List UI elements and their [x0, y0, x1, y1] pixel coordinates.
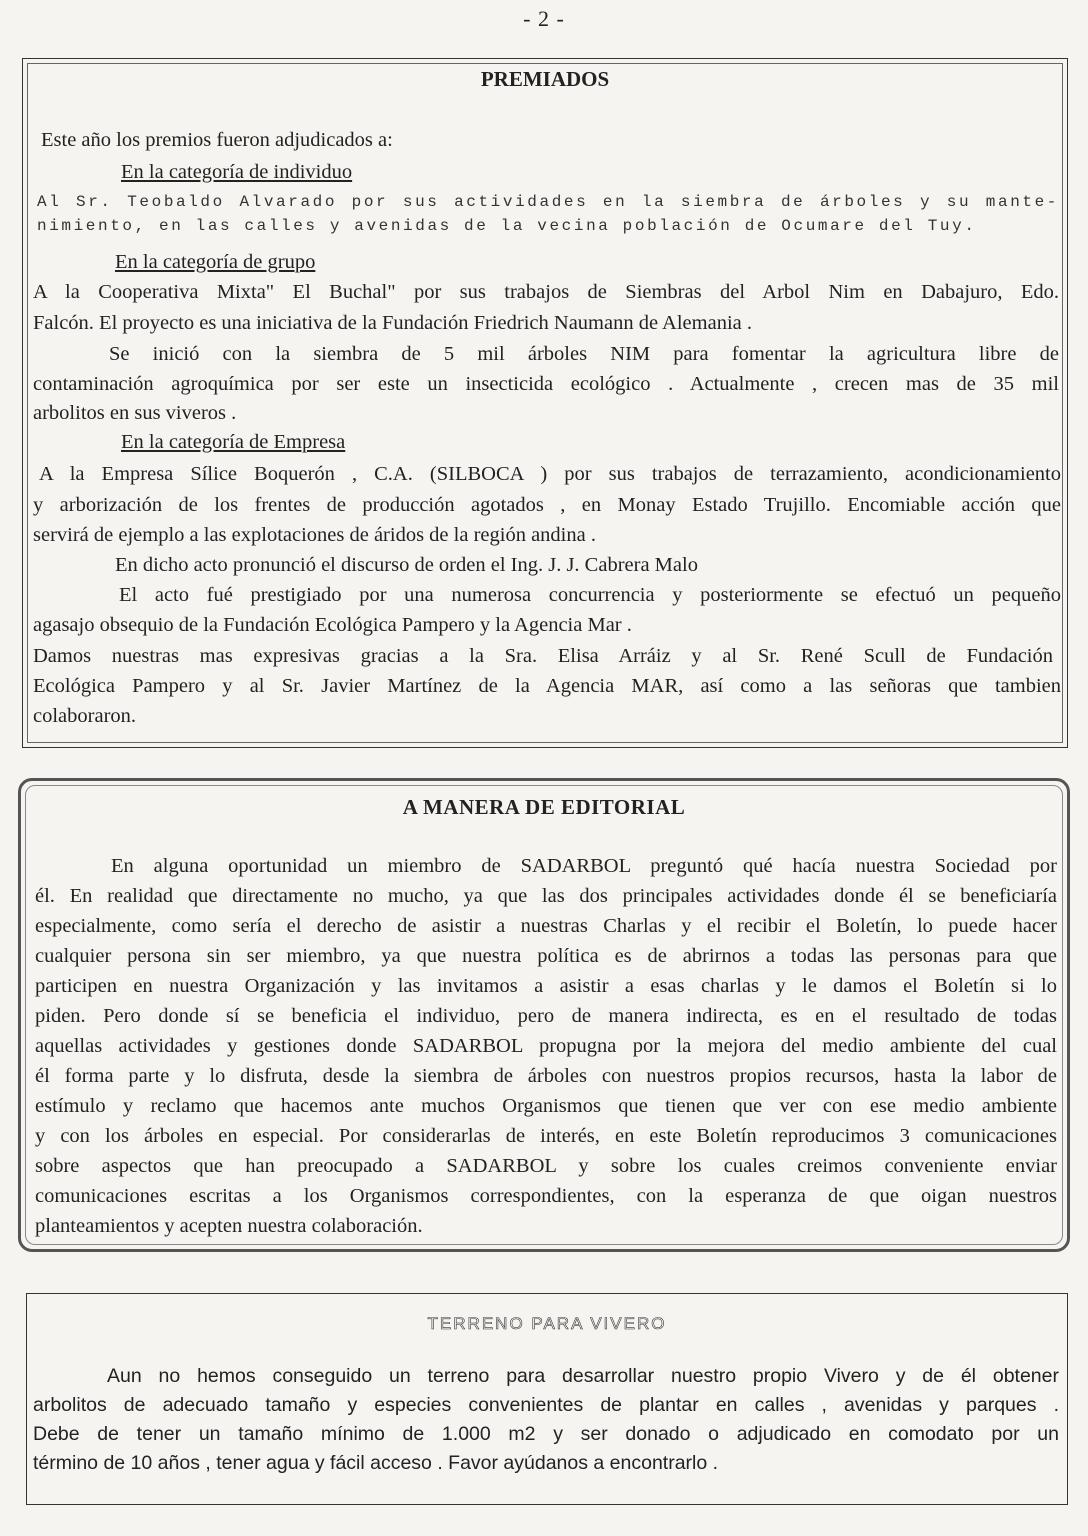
grupo-line: arbolitos en sus viveros .	[33, 402, 237, 424]
empresa-line: En dicho acto pronunció el discurso de orden el Ing. J. J. Cabrera Malo	[115, 554, 698, 576]
premiados-title: PREMIADOS	[480, 67, 610, 91]
editorial-line: especialmente, como sería el derecho de asistir a nuestras Charlas y el recibir el Boletín, lo puede hacer	[35, 915, 1057, 937]
editorial-line: planteamientos y acepten nuestra colaboración.	[35, 1215, 423, 1237]
vivero-box	[26, 1293, 1068, 1505]
editorial-line: cualquier persona sin ser miembro, ya que nuestra política es de abrirnos a todas las personas para que	[35, 945, 1057, 967]
premiados-box	[22, 58, 1068, 748]
editorial-line: estímulo y reclamo que hacemos ante muchos Organismos que tienen que ver con ese medio ambiente	[35, 1095, 1057, 1117]
empresa-line: agasajo obsequio de la Fundación Ecológica Pampero y la Agencia Mar .	[33, 614, 632, 636]
editorial-line: sobre aspectos que han preocupado a SADARBOL y sobre los cuales creimos conveniente enviar	[35, 1155, 1057, 1177]
empresa-line: colaboraron.	[33, 705, 137, 727]
editorial-box	[18, 778, 1070, 1252]
empresa-line: Ecológica Pampero y al Sr. Javier Martínez de la Agencia MAR, así como a las señoras que tambien	[33, 675, 1061, 697]
editorial-line: En alguna oportunidad un miembro de SADARBOL preguntó qué hacía nuestra Sociedad por	[111, 855, 1057, 877]
editorial-title: A MANERA DE EDITORIAL	[402, 795, 686, 819]
grupo-line: Se inició con la siembra de 5 mil árboles NIM para fomentar la agricultura libre de	[109, 343, 1059, 365]
editorial-line: aquellas actividades y gestiones donde SADARBOL propugna por la mejora del medio ambiente del cual	[35, 1035, 1057, 1057]
grupo-line: A la Cooperativa Mixta" El Buchal" por sus trabajos de Siembras del Arbol Nim en Dabajuro, Edo.	[33, 281, 1059, 303]
empresa-line: y arborización de los frentes de producción agotados , en Monay Estado Trujillo. Encomiable acción que	[33, 494, 1061, 516]
grupo-line: Falcón. El proyecto es una iniciativa de la Fundación Friedrich Naumann de Alemania .	[33, 312, 752, 334]
page-number: - 2 -	[523, 6, 565, 31]
editorial-line: y con los árboles en especial. Por considerarlas de interés, en este Boletín reproducimos 3 comunicaciones	[35, 1125, 1057, 1147]
category-empresa-heading: En la categoría de Empresa	[121, 431, 346, 453]
category-individuo-heading: En la categoría de individuo	[121, 161, 353, 183]
empresa-line: A la Empresa Sílice Boquerón , C.A. (SILBOCA ) por sus trabajos de terrazamiento, acondicionamiento	[39, 463, 1061, 485]
editorial-line: piden. Pero donde sí se beneficia el individuo, pero de manera indirecta, es en el resultado de todas	[35, 1005, 1057, 1027]
empresa-line: El acto fué prestigiado por una numerosa concurrencia y posteriormente se efectuó un pequeño	[119, 584, 1061, 606]
editorial-line: participen en nuestra Organización y las invitamos a asistir a esas charlas y le damos el Boletín si lo	[35, 975, 1057, 997]
vivero-line: arbolitos de adecuado tamaño y especies convenientes de plantar en calles , avenidas y parques .	[33, 1394, 1059, 1416]
vivero-line: término de 10 años , tener agua y fácil acceso . Favor ayúdanos a encontrarlo .	[33, 1452, 719, 1474]
category-grupo-heading: En la categoría de grupo	[115, 251, 316, 273]
premiados-intro: Este año los premios fueron adjudicados a:	[41, 129, 393, 151]
vivero-title: TERRENO PARA VIVERO	[427, 1314, 667, 1333]
editorial-line: él forma parte y lo disfruta, desde la siembra de árboles con nuestros propios recursos, hasta la labor de	[35, 1065, 1057, 1087]
individuo-line: nimiento, en las calles y avenidas de la vecina población de Ocumare del Tuy.	[37, 217, 977, 235]
editorial-line: comunicaciones escritas a los Organismos correspondientes, con la esperanza de que oigan nuestros	[35, 1185, 1057, 1207]
vivero-line: Aun no hemos conseguido un terreno para desarrollar nuestro propio Vivero y de él obtener	[107, 1365, 1059, 1387]
grupo-line: contaminación agroquímica por ser este un insecticida ecológico . Actualmente , crecen mas de 35 mil	[33, 373, 1059, 395]
empresa-line: servirá de ejemplo a las explotaciones de áridos de la región andina .	[33, 524, 596, 546]
vivero-line: Debe de tener un tamaño mínimo de 1.000 m2 y ser donado o adjudicado en comodato por un	[33, 1423, 1059, 1445]
individuo-line: Al Sr. Teobaldo Alvarado por sus actividades en la siembra de árboles y su mante-	[37, 193, 1059, 211]
empresa-line: Damos nuestras mas expresivas gracias a la Sra. Elisa Arráiz y al Sr. René Scull de Fundación	[33, 645, 1053, 667]
editorial-line: él. En realidad que directamente no mucho, ya que las dos principales actividades donde él se beneficiaría	[35, 885, 1057, 907]
